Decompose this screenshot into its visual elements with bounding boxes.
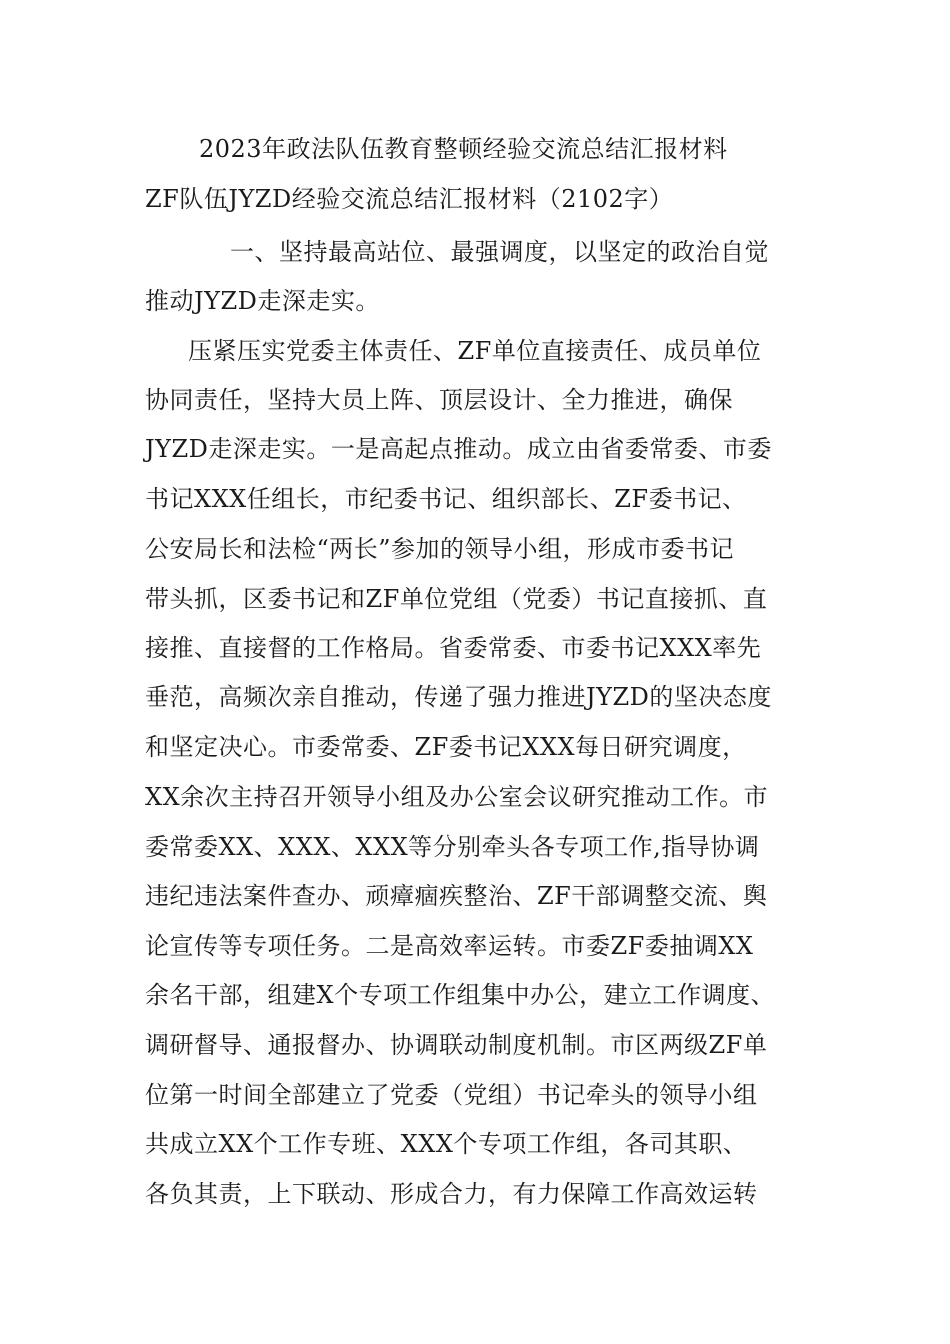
paragraph-line: 违纪违法案件查办、顽瘴痼疾整治、ZF干部调整交流、舆 (145, 882, 768, 910)
paragraph-line: 协同责任，坚持大员上阵、顶层设计、全力推进，确保 (145, 386, 733, 414)
paragraph-line: 和坚定决心。市委常委、ZF委书记XXX每日研究调度， (145, 733, 747, 761)
document-subtitle: ZF队伍JYZD经验交流总结汇报材料（2102字） (145, 185, 674, 213)
paragraph-line: 带头抓，区委书记和ZF单位党组（党委）书记直接抓、直 (145, 585, 768, 613)
paragraph-line: 余名干部，组建X个专项工作组集中办公，建立工作调度、 (145, 981, 776, 1009)
paragraph-line: JYZD走深走实。一是高起点推动。成立由省委常委、市委 (145, 435, 772, 463)
paragraph-line: 接推、直接督的工作格局。省委常委、市委书记XXX率先 (145, 634, 762, 662)
paragraph-line: 书记XXX任组长，市纪委书记、组织部长、ZF委书记、 (145, 485, 747, 513)
paragraph-line: 公安局长和法检“两长”参加的领导小组，形成市委书记 (145, 535, 735, 563)
document-title: 2023年政法队伍教育整顿经验交流总结汇报材料 (199, 135, 728, 163)
paragraph-line: 委常委XX、XXX、XXX等分别牵头各专项工作,指导协调 (145, 833, 760, 861)
paragraph-line: XX余次主持召开领导小组及办公室会议研究推动工作。市 (145, 783, 769, 811)
paragraph-line: 压紧压实党委主体责任、ZF单位直接责任、成员单位 (188, 337, 762, 365)
paragraph-line: 各负其责，上下联动、形成合力，有力保障工作高效运转 (145, 1180, 758, 1208)
paragraph-line: 调研督导、通报督办、协调联动制度机制。市区两级ZF单 (145, 1031, 768, 1059)
paragraph-line: 垂范，高频次亲自推动，传递了强力推进JYZD的坚决态度 (145, 683, 772, 711)
paragraph-line: 论宣传等专项任务。二是高效率运转。市委ZF委抽调XX (145, 932, 754, 960)
section-heading-line: 推动JYZD走深走实。 (145, 287, 380, 315)
paragraph-line: 共成立XX个工作专班、XXX个专项工作组，各司其职、 (145, 1130, 748, 1158)
paragraph-line: 位第一时间全部建立了党委（党组）书记牵头的领导小组 (145, 1081, 758, 1109)
section-heading-line: 一、坚持最高站位、最强调度，以坚定的政治自觉 (230, 238, 769, 266)
